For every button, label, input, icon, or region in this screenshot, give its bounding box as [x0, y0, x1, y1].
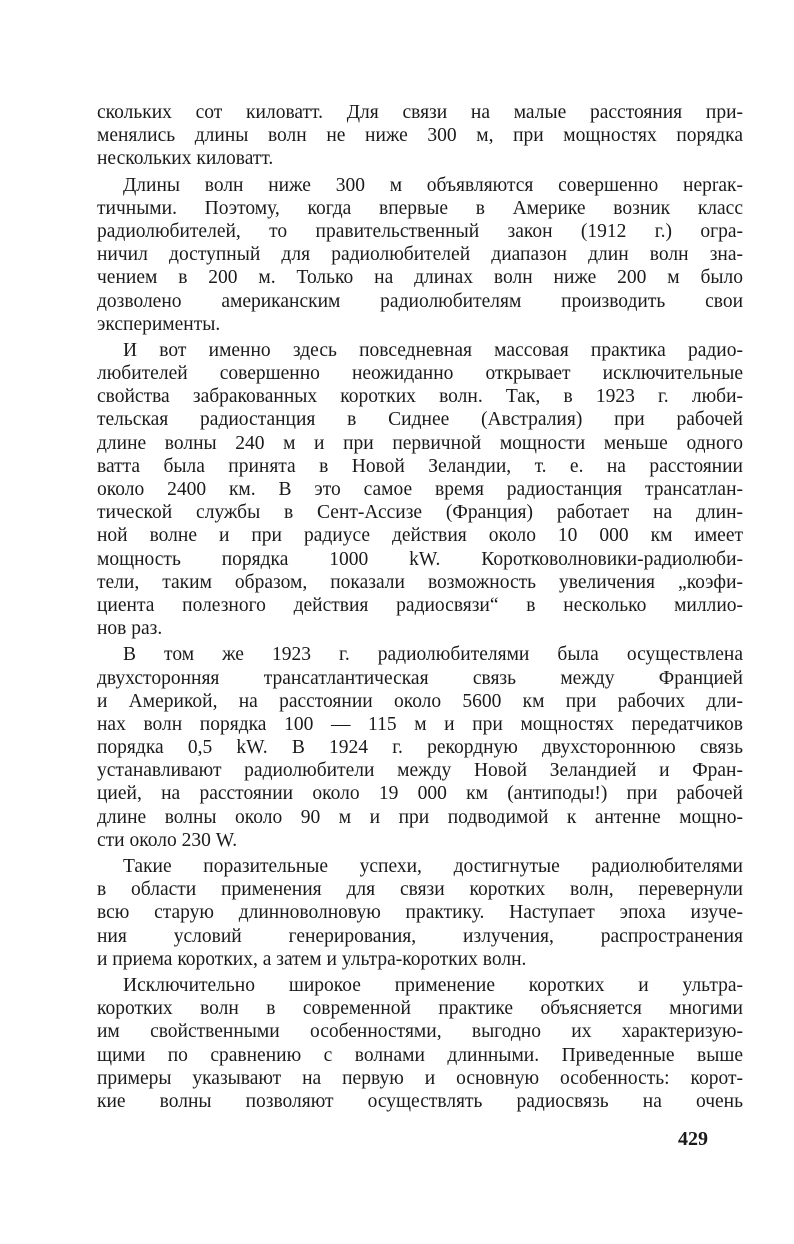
text-line: порядка 0,5 kW. В 1924 г. рекордную двухстороннюю связь — [97, 737, 743, 759]
paragraph — [97, 101, 743, 171]
text-line: ной волне и при радиусе действия около 10 000 км имеет — [97, 525, 743, 547]
text-line: примеры указывают на первую и основную особенность: корот- — [97, 1067, 743, 1089]
text-line: кие волны позволяют осуществлять радиосвязь на очень — [97, 1090, 743, 1112]
text-line: щими по сравнению с волнами длинными. Приведенные выше — [97, 1044, 743, 1066]
text-line: Длины волн ниже 300 м объявляются совершенно неprак- — [123, 174, 743, 196]
text-line: цией, на расстоянии около 19 000 км (антиподы!) при рабочей — [97, 783, 743, 805]
text-line: дозволено американским радиолюбителям производить свои — [97, 290, 743, 312]
text-line: мощность порядка 1000 kW. Коротковолновики-радиолюби- — [97, 548, 743, 570]
text-line: менялись длины волн не ниже 300 м, при мощностях порядка — [97, 125, 743, 147]
text-line: Исключительно широкое применение коротких и ультра- — [123, 974, 743, 996]
text-line: и Америкой, на расстоянии около 5600 км при рабочих дли- — [97, 690, 743, 712]
text-line: двухсторонняя трансатлантическая связь между Францией — [97, 667, 743, 689]
text-line: И вот именно здесь повседневная массовая практика радио- — [123, 339, 743, 361]
paragraph — [97, 339, 743, 640]
text-line: чением в 200 м. Только на длинах волн ниже 200 м было — [97, 267, 743, 289]
page-body — [97, 101, 743, 1113]
text-line: нов раз. — [97, 618, 163, 640]
text-line: тельская радиостанция в Сиднее (Австралия) при рабочей — [97, 409, 743, 431]
text-line: ния условий генерирования, излучения, распространения — [97, 925, 743, 947]
text-line: тической службы в Сент-Ассизе (Франция) работает на длин- — [97, 502, 743, 524]
text-line: любителей совершенно неожиданно открывает исключительные — [97, 363, 743, 385]
text-line: коротких волн в современной практике объясняется многими — [97, 998, 743, 1020]
text-line: нескольких киловатт. — [97, 148, 274, 170]
text-line: Такие поразительные успехи, достигнутые радиолюбителями — [123, 856, 743, 877]
text-line: им свойственными особенностями, выгодно их характеризую- — [97, 1021, 743, 1043]
paragraph — [97, 974, 743, 1113]
text-line: длине волны 240 м и при первичной мощности меньше одного — [97, 432, 743, 454]
paragraph — [97, 174, 743, 336]
page-number: 429 — [678, 1128, 708, 1150]
text-line: ничил доступный для радиолюбителей диапазон длин волн зна- — [97, 244, 743, 266]
text-line: эксперименты. — [97, 313, 221, 335]
text-line: длине волны около 90 м и при подводимой к антенне мощно- — [97, 806, 743, 828]
paragraph — [97, 643, 743, 852]
text-line: В том же 1923 г. радиолюбителями была осуществлена — [123, 644, 743, 666]
text-line: всю старую длинноволновую практику. Наступает эпоха изуче- — [97, 902, 743, 924]
text-line: свойства забракованных коротких волн. Так, в 1923 г. люби- — [97, 386, 743, 408]
text-line: около 2400 км. В это самое время радиостанция трансатлан- — [97, 479, 743, 500]
text-line: скольких сот киловатт. Для связи на малые расстояния при- — [97, 102, 743, 123]
text-line: циента полезного действия радиосвязи“ в несколько миллио- — [97, 594, 743, 616]
text-line: тели, таким образом, показали возможность увеличения „коэфи- — [97, 571, 743, 593]
text-line: и приема коротких, а затем и ультра-коротких волн. — [97, 948, 527, 970]
text-line: нах волн порядка 100 — 115 м и при мощностях передатчиков — [97, 713, 743, 735]
text-line: тичными. Поэтому, когда впервые в Америке возник класс — [97, 197, 743, 219]
text-line: в области применения для связи коротких волн, перевернули — [97, 879, 743, 901]
text-line: ватта была принята в Новой Зеландии, т. е. на расстоянии — [97, 455, 743, 477]
text-line: радиолюбителей, то правительственный закон (1912 г.) огра- — [97, 220, 743, 242]
text-line: устанавливают радиолюбители между Новой Зеландией и Фран- — [97, 760, 743, 782]
paragraph — [97, 855, 743, 971]
text-line: сти около 230 W. — [97, 829, 238, 851]
